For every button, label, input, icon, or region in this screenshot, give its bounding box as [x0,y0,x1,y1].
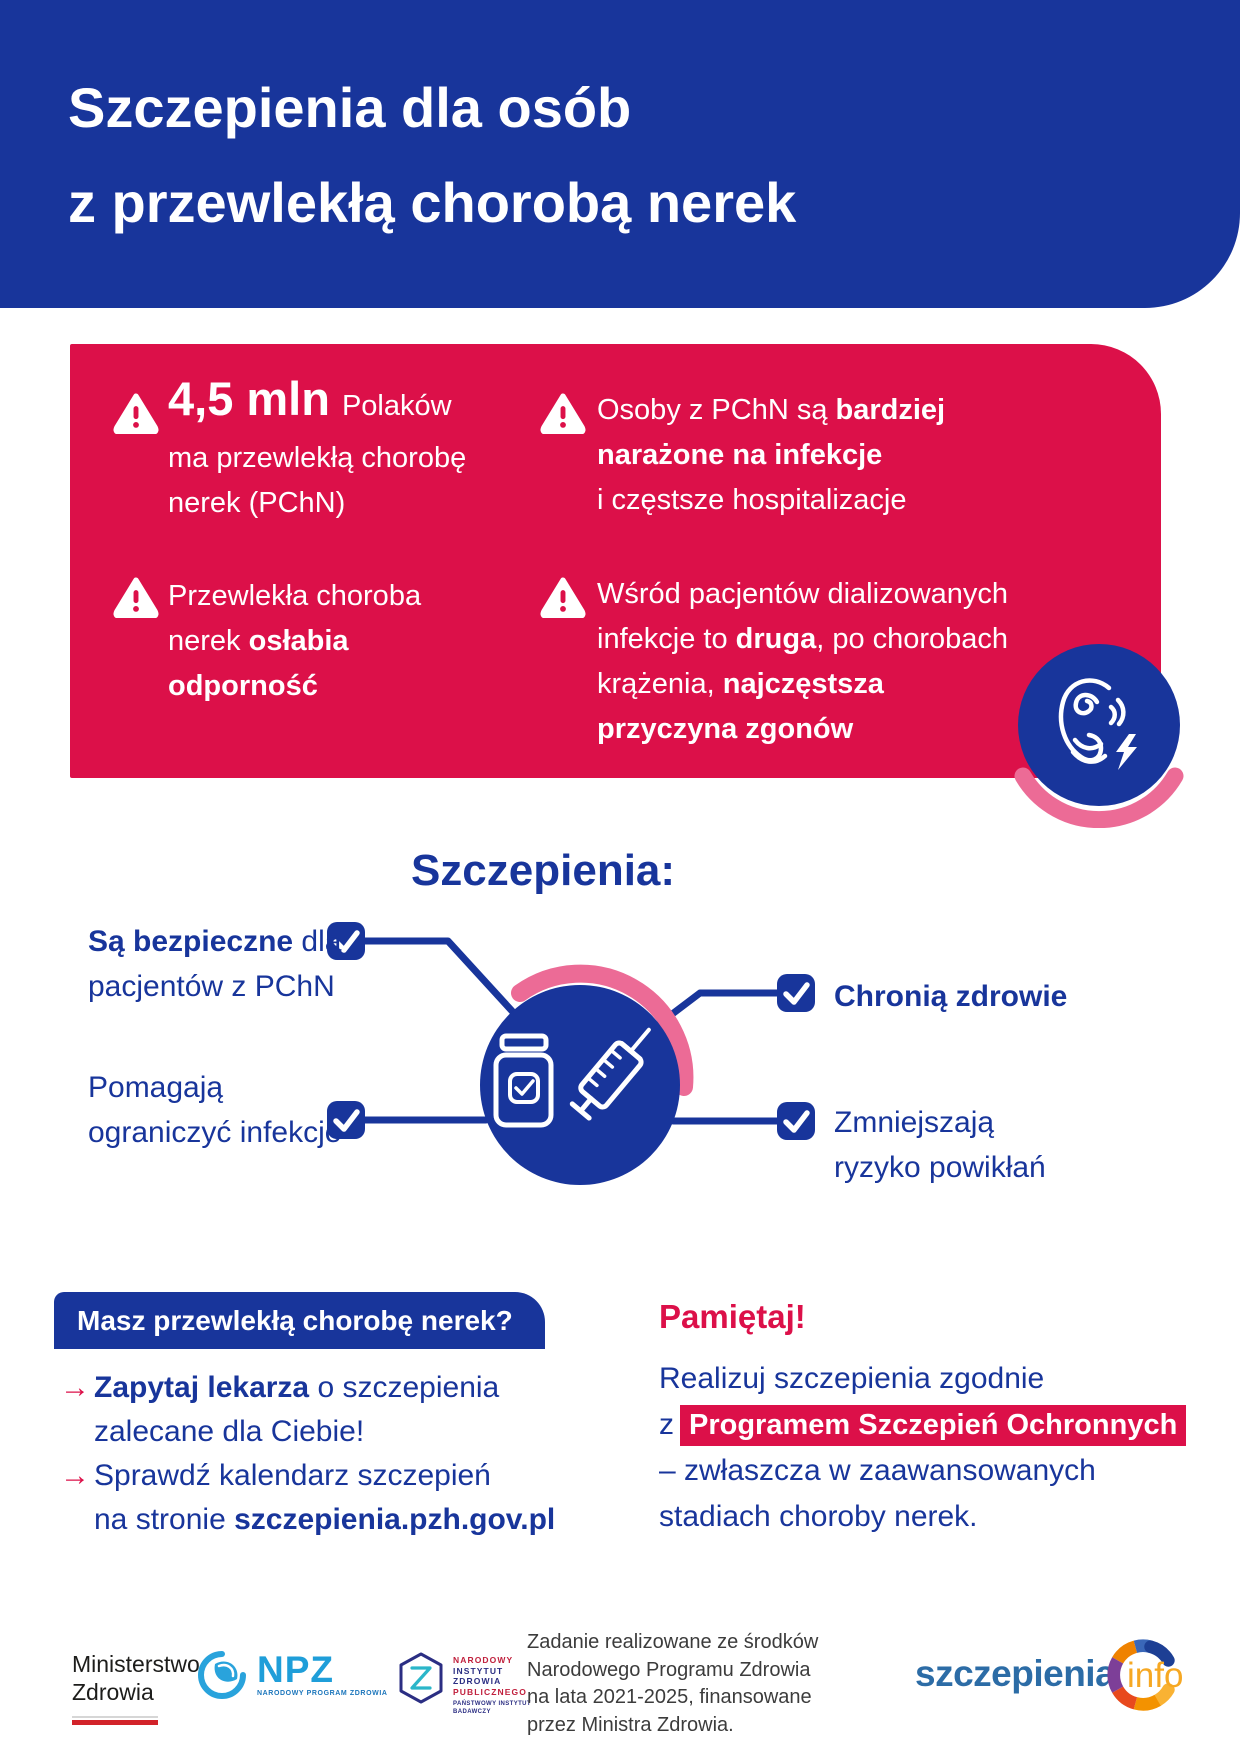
pzh-text-line1: NARODOWY [453,1655,514,1665]
remember-paragraph [659,1356,1186,1540]
bullet1-rest: o szczepienia [309,1371,500,1404]
diagram-label-infections-line1: Pomagają [88,1071,224,1104]
stats-panel [70,344,1161,778]
vaccination-program-highlight: Programem Szczepień Ochronnych [680,1405,1186,1446]
diagram-label-complications [834,1100,1046,1190]
vaccination-website-link[interactable]: szczepienia.pzh.gov.pl [234,1503,556,1536]
pzh-subtext-line2: BADAWCZY [453,1708,491,1715]
bullet1-line2: zalecane dla Ciebie! [94,1415,365,1448]
warning-icon [113,576,159,618]
pzh-subtext [453,1701,531,1716]
stat-1 [168,372,467,526]
ask-banner-label: Masz przewlekłą chorobę nerek? [77,1304,513,1336]
stat-4-line3: krążenia, [597,668,723,700]
npz-logo [197,1650,388,1700]
diagram-label-safe-bold: Są bezpieczne [88,925,294,958]
stat-4-line3-bold: najczęstsza [722,668,884,700]
pzh-text-line3: ZDROWIA [453,1676,502,1686]
section-heading-vaccines: Szczepienia: [410,846,676,895]
funding-line4: przez Ministra Zdrowia. [527,1713,734,1736]
kidney-icon [1005,628,1201,828]
stat-3-line2-bold: osłabia [248,625,349,657]
diagram-label-complications-line1: Zmniejszają [834,1106,995,1139]
remember-line1: Realizuj szczepienia zgodnie [659,1362,1045,1395]
warning-icon [113,392,159,434]
npz-swirl-icon [197,1650,247,1700]
poland-flag-underline [72,1716,158,1725]
diagram-label-safe [88,919,341,1009]
pzh-institute-logo [398,1652,531,1716]
npz-logo-text: NPZ [257,1649,334,1690]
stat-3 [168,574,421,709]
arrow-icon: → [60,1371,90,1404]
remember-line3: – zwłaszcza w zaawansowanych [659,1454,1096,1487]
bullet2-line2: na stronie [94,1503,235,1536]
stat-1-number-suffix: Polaków [341,390,452,422]
diagram-label-safe-rest: dla [293,925,342,958]
page-title-line2: z przewlekłą chorobą nerek [68,171,797,234]
diagram-label-safe-line2: pacjentów z PChN [88,970,335,1003]
list-item [60,1454,555,1542]
remember-line2: z [659,1408,674,1441]
stat-2-line3: i częstsze hospitalizacje [597,484,907,516]
stat-4 [597,572,1008,752]
stat-4-line2: infekcje to [597,623,736,655]
list-item [60,1366,555,1454]
bullet2-line1: Sprawdź kalendarz szczepień [94,1459,491,1492]
stat-2-line1-bold: bardziej [835,394,946,426]
stat-3-line2: nerek [168,625,249,657]
stat-1-line3: nerek (PChN) [168,487,346,519]
page-title [68,60,796,250]
ministry-of-health-logo [72,1650,200,1725]
stat-3-line1: Przewlekła choroba [168,580,422,612]
stat-1-line2: ma przewlekłą chorobę [168,442,467,474]
diagram-label-infections [88,1065,341,1155]
npz-logo-subtext: NARODOWY PROGRAM ZDROWIA [257,1690,388,1697]
pzh-text-line2: INSTYTUT [453,1665,504,1676]
stat-1-number: 4,5 mln [168,372,330,425]
stat-2 [597,388,945,523]
ministry-logo-line2: Zdrowia [72,1679,154,1705]
brand-info-word: info [1127,1656,1184,1695]
warning-icon [540,392,586,434]
funding-line3: na lata 2021-2025, finansowane [527,1686,812,1708]
remember-line4: stadiach choroby nerek. [659,1500,978,1533]
stat-3-line3-bold: odporność [168,670,318,702]
brand-word: szczepienia [915,1653,1116,1694]
stat-2-line1: Osoby z PChN są [597,394,836,426]
page-title-line1: Szczepienia dla osób [68,76,632,139]
ask-banner [54,1292,545,1349]
ask-list [60,1366,555,1542]
arrow-icon: → [60,1459,90,1492]
warning-icon [540,576,586,618]
funding-line1: Zadanie realizowane ze środków [527,1631,819,1653]
szczepienia-info-logo [915,1636,1215,1726]
stat-4-line2-rest: , po chorobach [816,623,1009,655]
stat-2-line2-bold: narażone na infekcje [597,439,883,471]
funding-line2: Narodowego Programu Zdrowia [527,1658,811,1681]
remember-heading: Pamiętaj! [659,1298,806,1335]
ministry-logo-line1: Ministerstwo [72,1651,200,1677]
stat-4-line1: Wśród pacjentów dializowanych [597,578,1009,610]
diagram-label-infections-line2: ograniczyć infekcje [88,1116,342,1149]
diagram-label-health: Chronią zdrowie [834,980,1068,1013]
pzh-hexagon-icon [398,1652,444,1704]
bullet1-bold: Zapytaj lekarza [94,1371,310,1404]
checkbox-icon [777,974,815,1012]
stat-4-line2-bold: druga [735,623,817,655]
checkbox-icon [777,1102,815,1140]
funding-note [527,1629,818,1739]
stat-4-line4-bold: przyczyna zgonów [597,713,854,745]
pzh-text-line4: PUBLICZNEGO [453,1686,527,1697]
pzh-subtext-line1: PAŃSTWOWY INSTYTUT [453,1701,531,1707]
header-banner [0,0,1240,308]
diagram-label-complications-line2: ryzyko powikłań [834,1151,1046,1184]
